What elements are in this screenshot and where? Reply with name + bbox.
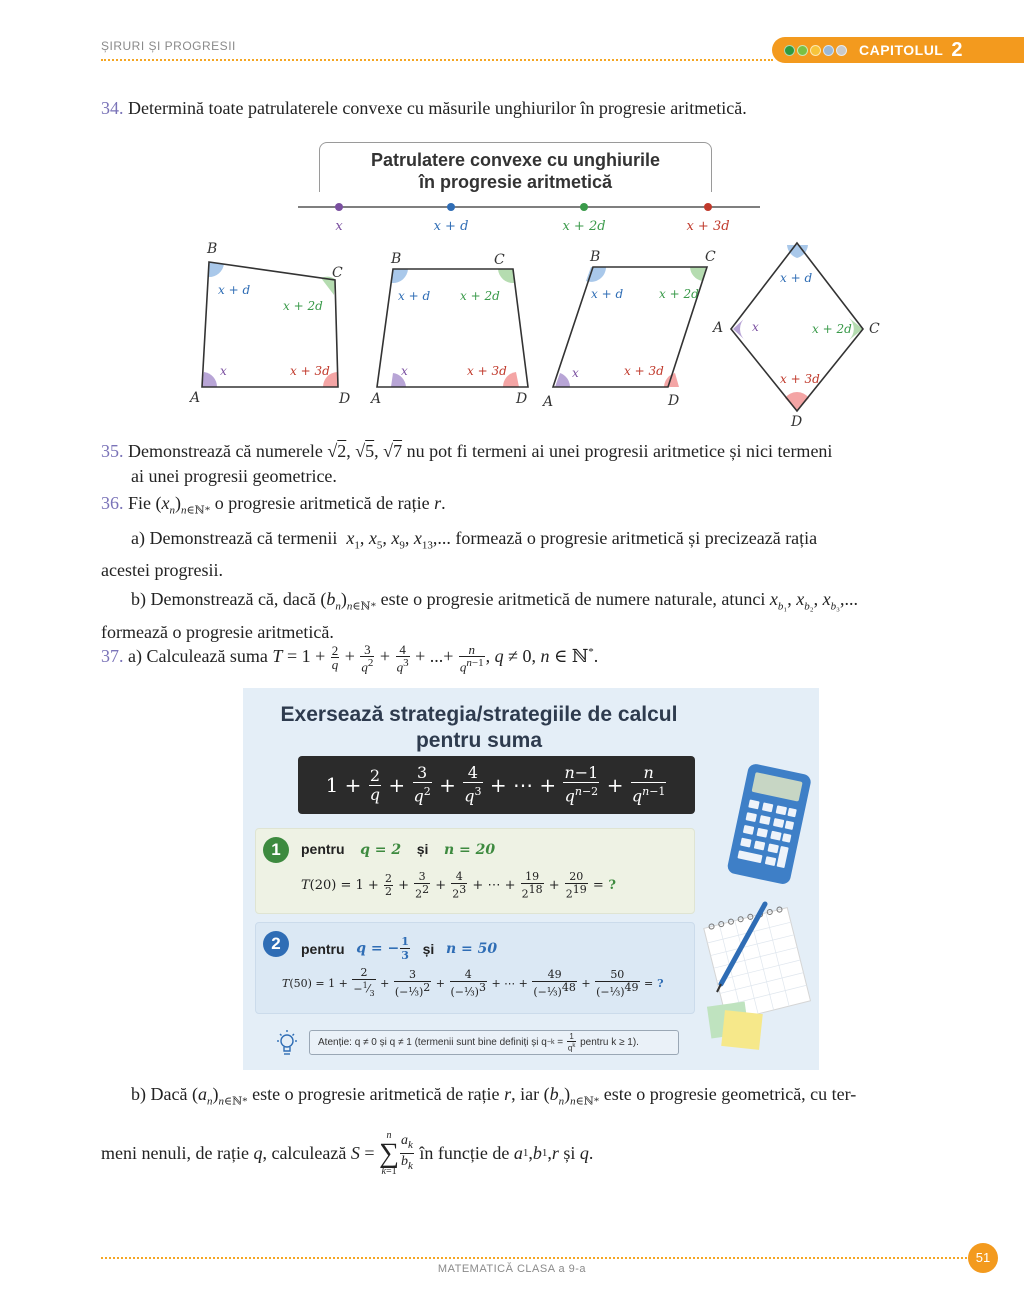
problem-text: Fie — [128, 493, 152, 513]
part-b-text: și — [563, 1143, 576, 1164]
case-badge: 1 — [263, 837, 289, 863]
quadrilateral-4 — [711, 243, 880, 430]
angle-label: x + d — [591, 287, 624, 301]
part-b-text: este o progresie aritmetică de numere naturale, atunci — [380, 589, 766, 610]
vertex-label: B — [391, 251, 402, 267]
part-b-text: meni nenuli, de rație — [101, 1143, 249, 1164]
vertex-label: D — [339, 391, 351, 407]
vertex-label: A — [713, 320, 724, 336]
vertex-label: C — [494, 252, 505, 268]
angle-label: x + 3d — [290, 364, 330, 378]
part-b-text: b) Dacă — [131, 1084, 188, 1104]
angle-label: x + 3d — [467, 364, 507, 378]
problem-text: Determină toate patrulaterele convexe cu măsurile unghiurilor în progresie aritmetică. — [128, 98, 747, 118]
angle-label: x + 2d — [812, 322, 852, 336]
running-header: ȘIRURI ȘI PROGRESII — [101, 39, 236, 53]
lightbulb-icon — [273, 1028, 301, 1058]
part-b-text: este o progresie geometrică, cu ter- — [603, 1084, 857, 1104]
term-dot-x-plus-d — [447, 203, 455, 211]
vertex-label: B — [207, 241, 218, 257]
part-a-text: formează o progresie aritmetică și precizează rația — [455, 527, 818, 548]
part-a-text: a) Demonstrează că termenii — [131, 527, 338, 548]
angle-label: x — [401, 364, 408, 378]
vertex-label: D — [516, 391, 528, 407]
quadrilateral-1 — [188, 241, 350, 407]
part-b-text: , calculează — [262, 1143, 347, 1164]
problem-number: 36. — [101, 493, 124, 513]
term-label: x + 2d — [562, 219, 606, 234]
problem-37a: 37. a) Calculează suma T = 1 + $\frac{2}{q}$ + $\frac{3}{q^2}$ + $\frac{4}{q^3}$ + ...+ $\frac{n}{q^{n-1}}$ , q ≠ 0, n ∈ ℕ*. — [101, 641, 599, 675]
angle-label: x — [572, 366, 579, 380]
angle-label: x — [752, 320, 759, 334]
chapter-label: CAPITOLUL — [859, 42, 944, 58]
vertex-label: C — [705, 249, 716, 265]
term-label: x + d — [433, 219, 469, 234]
vertex-label: D — [668, 393, 680, 409]
quadrilateral-3 — [541, 249, 716, 410]
calculator-icon — [719, 760, 819, 890]
problem-number: 34. — [101, 98, 124, 118]
sqrt-5: √5, — [355, 441, 379, 461]
case-label: pentru q = 2 și n = 20 — [301, 841, 496, 858]
problem-number: 37. — [101, 646, 124, 666]
problem-text: Demonstrează că numerele — [128, 441, 323, 461]
term-label: x — [335, 219, 343, 234]
case-label: pentru q = − $\frac{1}{3}$ și n = 50 — [301, 935, 498, 962]
angle-label: x + 3d — [780, 372, 820, 386]
footer-divider — [101, 1257, 967, 1259]
case-card-1 — [255, 828, 695, 914]
panel-title-line: pentru suma — [415, 729, 543, 752]
problem-number: 35. — [101, 441, 124, 461]
vertex-label: A — [190, 390, 201, 406]
part-b-text: este o progresie aritmetică de rație — [252, 1084, 500, 1104]
diagram-title-line: Patrulatere convexe cu unghiurile — [370, 150, 661, 170]
chapter-number: 2 — [951, 38, 963, 61]
part-b-text: în funcție de — [419, 1143, 510, 1164]
problem-35 — [101, 439, 967, 489]
vertex-label: B — [590, 249, 601, 265]
vertex-label: C — [869, 321, 880, 337]
sqrt-2: √2, — [327, 441, 351, 461]
term-label: x + 3d — [686, 219, 730, 234]
problem-36: 36. Fie $(x_n)_{n\in ℕ*}$ o progresie aritmetică de rație r. a) Demonstrează că termenii $x_1$, $x_5$, $x_9$, $x_{13}$,... formează o progresie aritmetică și precizează rația acestei progresii. b) Demonstrează că, dacă $(b_n)_{n\in ℕ*}$ este o progresie aritmetică de numere naturale, atunci $x_{b_1}$, $x_{b_2}$, $x_{b_3}$,... formează o progresie aritmetică. — [101, 491, 967, 645]
page-number: 51 — [968, 1243, 998, 1273]
sequence-x: $(x_n)_{n\in ℕ*}$ — [155, 493, 211, 517]
part-b-text: formează o progresie aritmetică. — [101, 621, 334, 642]
problem-37b: b) Dacă $(a_n)_{n\in ℕ*}$ este o progresie aritmetică de rație r, iar $(b_n)_{n\in ℕ*}$ este o progresie geometrică, cu ter- meni nenuli, de rație q , calculează S = n ∑ k=1 $\frac{a_k}{b_k}$ în funcție de a 1 , b 1 , r și q . — [101, 1084, 857, 1177]
vertex-label: D — [791, 414, 803, 430]
vertex-label: A — [371, 391, 382, 407]
sqrt-7: √7 — [383, 441, 403, 461]
term-dot-x-plus-2d — [580, 203, 588, 211]
angle-label: x + d — [780, 271, 813, 285]
strategy-panel — [243, 688, 819, 1070]
problem-text: ai unei progresii geometrice. — [131, 466, 337, 486]
problem-text: a) Calculează suma — [128, 646, 268, 666]
sum-symbol: n ∑ k=1 — [379, 1129, 400, 1177]
attention-note: Atenție: q ≠ 0 și q ≠ 1 (termenii sunt bine definiți și q −k = $\frac{1}{q^k}$ pentru k ≥ 1). — [309, 1030, 679, 1055]
panel-title — [243, 702, 715, 754]
part-b-text: , iar — [511, 1084, 540, 1104]
problem-text: nu pot fi termeni ai unei progresii aritmetice și nici termeni — [406, 441, 833, 461]
case-equation: T (50) = 1 + $\frac{2}{-^1⁄_3}$ + $\frac{3}{(-\frac{1}{3})^2}$ + $\frac{4}{(-\frac{1}{3})^3}$ + ⋯ + $\frac{49}{(-\frac{1}{3})^{48}}$ + $\frac{50}{(-\frac{1}{3})^{49}}$ = ? — [282, 966, 664, 999]
case-equation: T (20) = 1 + $\frac{2}{2}$ + $\frac{3}{2^2}$ + $\frac{4}{2^3}$ + ⋯ + $\frac{19}{2^{18}}$ + $\frac{20}{2^{19}}$ = ? — [301, 870, 616, 901]
angle-label: x + 3d — [624, 364, 664, 378]
case-card-2 — [255, 922, 695, 1014]
vertex-label: C — [332, 265, 343, 281]
part-b-text: b) Demonstrează că, dacă — [131, 589, 316, 610]
vertex-label: A — [543, 394, 554, 410]
notebook-icon — [703, 886, 819, 1056]
angle-label: x — [220, 364, 227, 378]
part-a-text: acestei progresii. — [101, 560, 223, 581]
angle-label: x + d — [218, 283, 251, 297]
angle-label: x + 2d — [659, 287, 699, 301]
problem-text: o progresie aritmetică de rație — [214, 493, 430, 513]
quadrilateral-2 — [369, 251, 528, 407]
term-dot-x-plus-3d — [704, 203, 712, 211]
term-dot-x — [335, 203, 343, 211]
angle-label: x + 2d — [283, 299, 323, 313]
panel-title-line: Exersează strategia/strategiile de calcul — [280, 703, 678, 726]
sum-formula-bar: 1 + $\frac{2}{q}$ + $\frac{3}{q^2}$ + $\frac{4}{q^3}$ + ⋯ + $\frac{n-1}{q^{n-2}}$ + $\frac{n}{q^{n-1}}$ — [298, 756, 695, 814]
angle-label: x + d — [398, 289, 431, 303]
case-badge: 2 — [263, 931, 289, 957]
angle-label: x + 2d — [460, 289, 500, 303]
diagram-title-line: în progresie aritmetică — [418, 172, 613, 192]
quadrilaterals-diagram — [0, 0, 1024, 440]
footer-text: MATEMATICĂ CLASA a 9-a — [437, 1263, 587, 1275]
